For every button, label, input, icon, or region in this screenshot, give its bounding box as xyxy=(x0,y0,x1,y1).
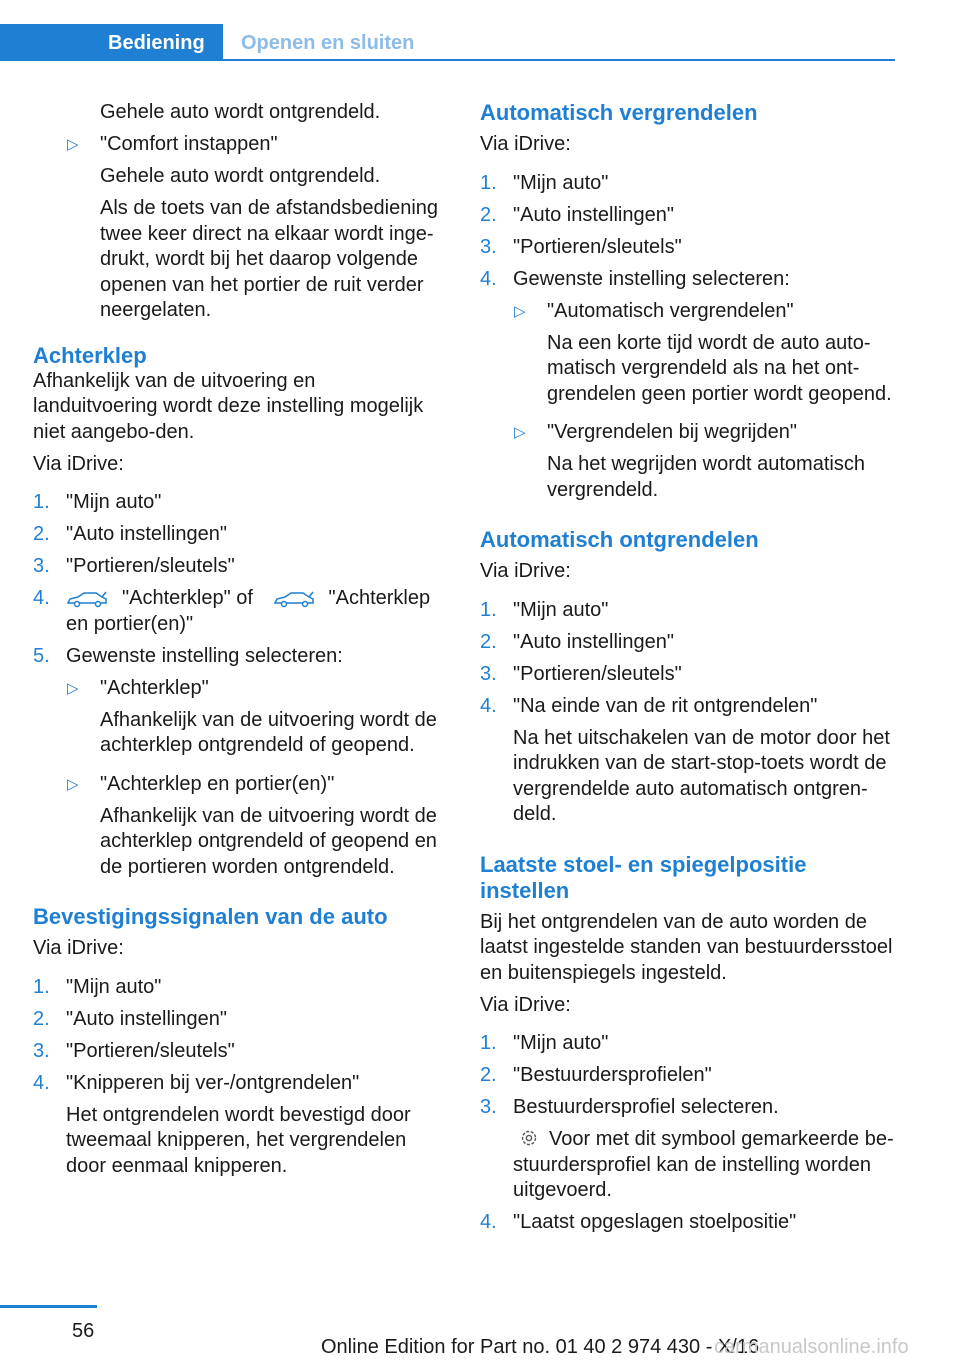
step-text: Gewenste instelling selecteren: xyxy=(513,267,790,290)
list-item xyxy=(33,975,445,1001)
list-item xyxy=(480,1095,896,1204)
step-text: "Portieren/sleutels" xyxy=(513,235,682,258)
list-item xyxy=(480,694,896,828)
step-text: "Mijn auto" xyxy=(66,491,162,513)
bullet-item xyxy=(33,676,445,759)
triangle-bullet-icon: ▷ xyxy=(67,679,79,697)
car-tailgate-doors-icon xyxy=(273,590,315,608)
step-text: "Mijn auto" xyxy=(513,171,609,194)
list-item xyxy=(480,267,896,293)
option-label: "Achterklep" xyxy=(100,676,209,699)
step-number: 2. xyxy=(480,1064,497,1086)
list-item xyxy=(33,1071,445,1180)
list-item xyxy=(480,1063,896,1089)
bullet-item xyxy=(33,132,445,158)
triangle-bullet-icon: ▷ xyxy=(67,136,79,153)
bullet-item xyxy=(480,299,896,408)
step-number: 1. xyxy=(33,491,50,513)
list-item xyxy=(33,522,445,548)
list-item xyxy=(33,1039,445,1065)
option-description: Afhankelijk van de uitvoering wordt de achterklep ontgrendeld of geopend. xyxy=(100,708,437,756)
list-item xyxy=(480,1210,896,1236)
step-number: 2. xyxy=(33,1007,50,1030)
step-number: 2. xyxy=(480,630,497,653)
step-number: 2. xyxy=(480,203,497,226)
via-idrive: Via iDrive: xyxy=(33,452,124,475)
step-text: "Auto instellingen" xyxy=(513,630,674,653)
step-number: 4. xyxy=(480,694,497,717)
step-text: Gewenste instelling selecteren: xyxy=(66,644,343,667)
right-column xyxy=(480,100,896,1242)
step-text: Bestuurdersprofiel selecteren. xyxy=(513,1096,779,1118)
bullet-label: "Comfort instappen" xyxy=(100,133,278,155)
step-text: "Achterklep en portier(en)" xyxy=(66,587,431,635)
step-text: "Portieren/sleutels" xyxy=(66,555,235,577)
option-description: Na een korte tijd wordt de auto auto‐matisch vergrendeld als na het ont‐grendelen geen portier wordt geopend. xyxy=(547,331,892,405)
list-item xyxy=(33,586,445,637)
car-tailgate-icon xyxy=(66,590,108,608)
step-text: "Na einde van de rit ontgrendelen" xyxy=(513,694,818,717)
triangle-bullet-icon: ▷ xyxy=(514,302,526,320)
list-item xyxy=(480,1031,896,1057)
list-item xyxy=(33,1007,445,1033)
list-item xyxy=(480,598,896,624)
step-number: 3. xyxy=(480,1096,497,1118)
bullet-item xyxy=(33,772,445,881)
step-number: 4. xyxy=(480,267,497,290)
list-item xyxy=(480,662,896,688)
paragraph: Afhankelijk van de uitvoering en landuitvoering wordt deze instelling mogelijk niet aangebo‐den. xyxy=(33,369,424,443)
watermark: carmanualsonline.info xyxy=(714,1336,909,1358)
step-text: "Knipperen bij ver-/ontgrendelen" xyxy=(66,1071,360,1094)
option-label: "Vergrendelen bij wegrijden" xyxy=(547,421,797,443)
step-text: "Auto instellingen" xyxy=(66,1007,227,1030)
step-number: 3. xyxy=(33,1039,50,1062)
step-number: 1. xyxy=(480,171,497,194)
via-idrive: Via iDrive: xyxy=(480,560,571,582)
gear-icon xyxy=(519,1128,539,1148)
option-label: "Automatisch vergrendelen" xyxy=(547,299,794,322)
triangle-bullet-icon: ▷ xyxy=(514,424,526,441)
note-text: Voor met dit symbool gemarkeerde be‐stuurdersprofiel kan de instelling worden uitgevoerd. xyxy=(513,1128,894,1201)
section-achterklep xyxy=(33,343,445,881)
section-heading: Laatste stoel- en spiegelpositie instellen xyxy=(480,851,807,903)
edition-note: Online Edition for Part no. 01 40 2 974 430 - X/16 xyxy=(321,1336,760,1358)
paragraph: Als de toets van de afstandsbediening twee keer direct na elkaar wordt inge‐drukt, wordt bij het daarop volgende openen van het portier de ruit verder neergelaten. xyxy=(100,197,439,321)
option-description: Na het wegrijden wordt automatisch vergrendeld. xyxy=(547,453,865,501)
bullet-item xyxy=(480,420,896,503)
page-number: 56 xyxy=(72,1320,95,1342)
step-text: "Achterklep" of xyxy=(122,587,253,609)
option-description: Afhankelijk van de uitvoering wordt de achterklep ontgrendeld of geopend en de portieren worden ontgrendeld. xyxy=(100,804,437,878)
step-number: 4. xyxy=(33,1071,50,1094)
list-item xyxy=(480,235,896,261)
tab-openen-en-sluiten[interactable]: Openen en sluiten xyxy=(241,32,415,54)
step-text: "Mijn auto" xyxy=(513,598,609,621)
triangle-bullet-icon: ▷ xyxy=(67,775,79,793)
step-text: "Laatst opgeslagen stoelpositie" xyxy=(513,1211,797,1233)
list-item xyxy=(33,554,445,580)
step-number: 1. xyxy=(480,1032,497,1054)
step-text: "Bestuurdersprofielen" xyxy=(513,1064,712,1086)
list-item xyxy=(480,171,896,197)
section-heading: Automatisch vergrendelen xyxy=(480,100,758,125)
header-rule xyxy=(223,59,895,61)
section-heading: Automatisch ontgrendelen xyxy=(480,527,759,552)
list-item xyxy=(480,630,896,656)
step-text: "Portieren/sleutels" xyxy=(66,1039,235,1062)
section-heading: Bevestigingssignalen van de auto xyxy=(33,904,388,929)
section-stoel-spiegelpositie xyxy=(480,852,896,1236)
left-column xyxy=(33,100,445,1186)
step-number: 5. xyxy=(33,644,50,667)
section-automatisch-ontgrendelen xyxy=(480,527,896,828)
list-item xyxy=(33,490,445,516)
paragraph: Bij het ontgrendelen van de auto worden de laatst ingestelde standen van bestuurdersstoel en buitenspiegels ingesteld. xyxy=(480,910,893,984)
step-number: 1. xyxy=(33,975,50,998)
paragraph: Gehele auto wordt ontgrendeld. xyxy=(100,101,381,123)
footer-rule xyxy=(0,1305,97,1308)
section-heading: Achterklep xyxy=(33,342,147,368)
step-number: 1. xyxy=(480,598,497,621)
via-idrive: Via iDrive: xyxy=(33,937,124,959)
step-number: 4. xyxy=(33,587,50,609)
step-text: "Auto instellingen" xyxy=(513,203,674,226)
step-text: "Mijn auto" xyxy=(513,1032,609,1054)
section-bevestigingssignalen xyxy=(33,904,445,1179)
step-number: 3. xyxy=(480,235,497,258)
step-text: "Portieren/sleutels" xyxy=(513,662,682,685)
step-text: "Auto instellingen" xyxy=(66,523,227,545)
list-item xyxy=(33,644,445,670)
step-note xyxy=(513,1127,896,1204)
step-text: "Mijn auto" xyxy=(66,975,162,998)
step-number: 4. xyxy=(480,1211,497,1233)
option-label: "Achterklep en portier(en)" xyxy=(100,772,335,795)
step-number: 2. xyxy=(33,523,50,545)
header-bar xyxy=(0,24,895,62)
step-description: Het ontgrendelen wordt bevestigd door tweemaal knipperen, het vergrendelen door eenmaal knipperen. xyxy=(66,1103,411,1177)
list-item xyxy=(480,203,896,229)
tab-bediening[interactable]: Bediening xyxy=(0,24,223,61)
step-description: Na het uitschakelen van de motor door het indrukken van de start-stop-toets wordt de vergrendelde auto automatisch ontgren‐deld. xyxy=(513,726,890,825)
step-number: 3. xyxy=(480,662,497,685)
section-automatisch-vergrendelen xyxy=(480,100,896,503)
via-idrive: Via iDrive: xyxy=(480,993,571,1016)
step-number: 3. xyxy=(33,555,50,577)
via-idrive: Via iDrive: xyxy=(480,133,571,155)
paragraph: Gehele auto wordt ontgrendeld. xyxy=(100,165,381,187)
